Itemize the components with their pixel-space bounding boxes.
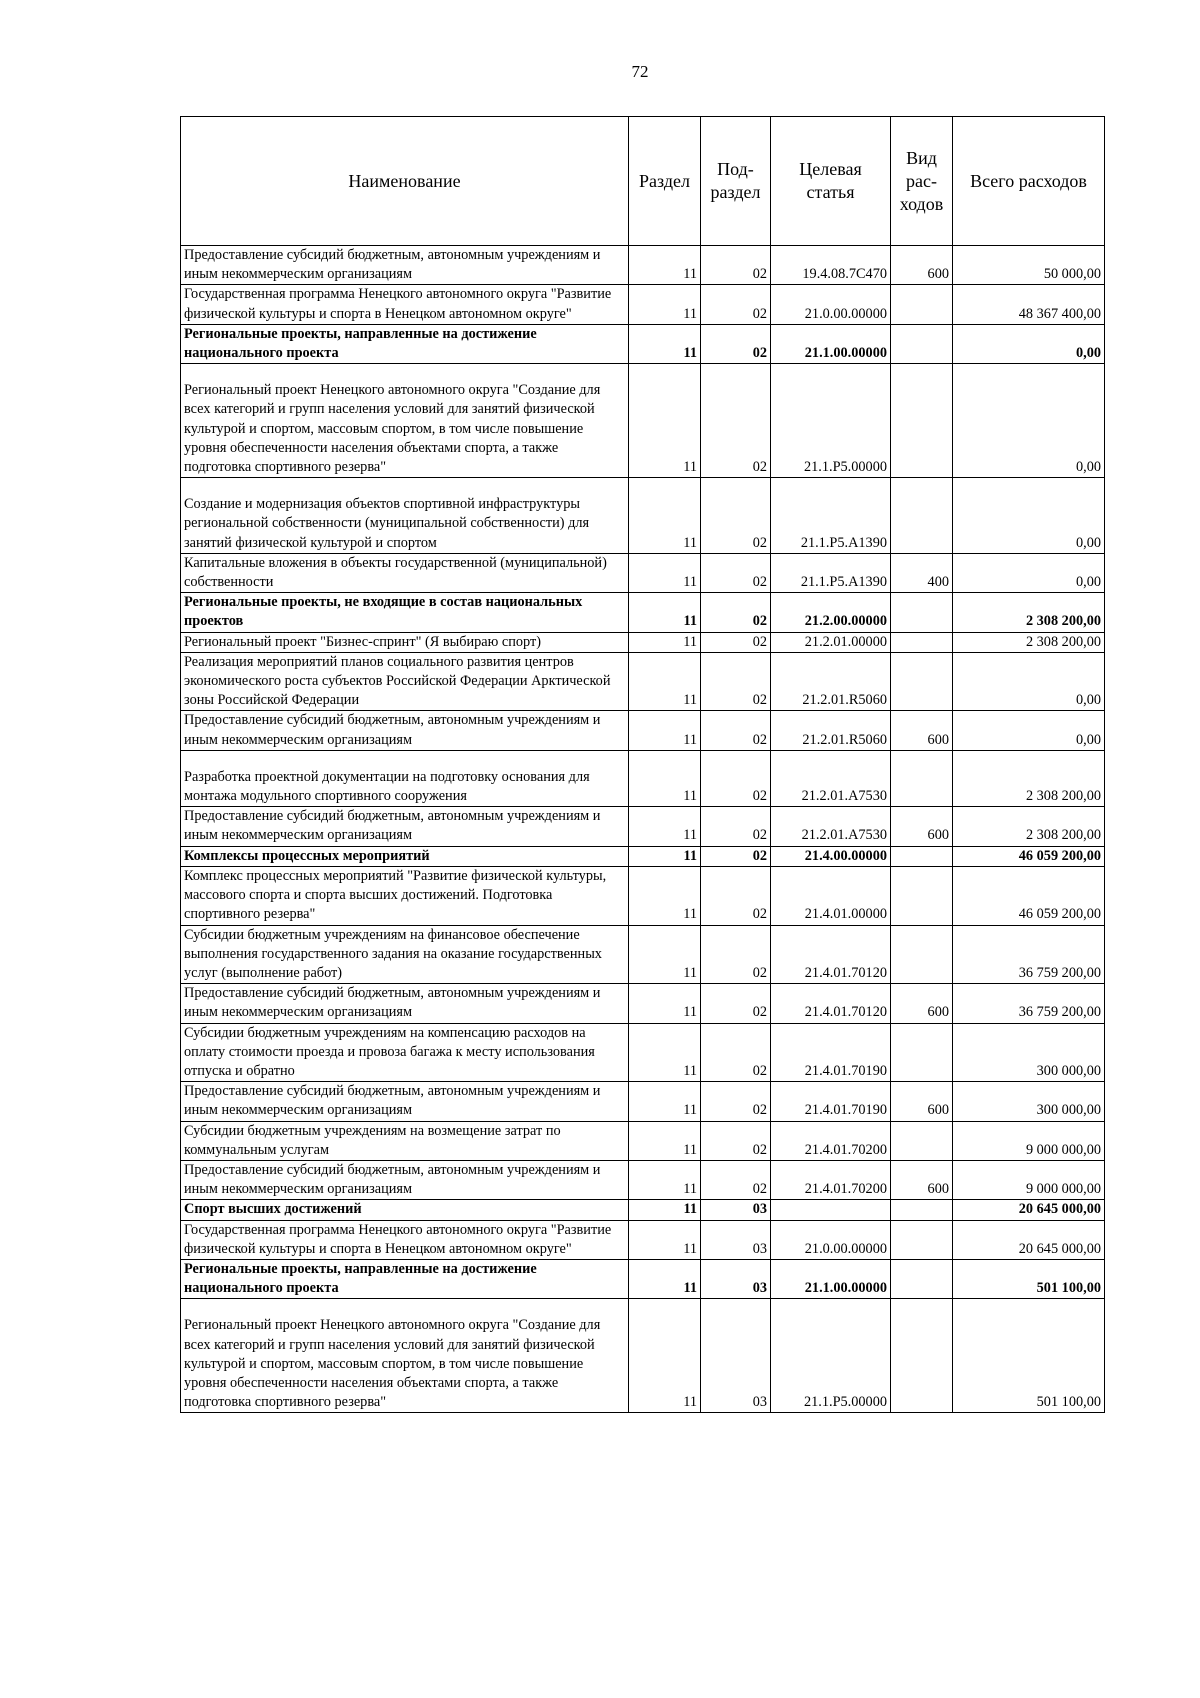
row-kind <box>891 478 953 554</box>
row-subsection: 02 <box>701 925 771 984</box>
row-subsection: 03 <box>701 1200 771 1220</box>
row-subsection: 03 <box>701 1259 771 1298</box>
row-name: Реализация мероприятий планов социального развития центров экономического роста субъектов Российской Федерации Арктической зоны Российской Федерации <box>181 652 629 711</box>
table-row <box>181 1220 1105 1259</box>
header-total: Всего расходов <box>953 117 1105 246</box>
row-target: 21.4.01.00000 <box>771 866 891 925</box>
row-total: 300 000,00 <box>953 1082 1105 1121</box>
row-subsection: 02 <box>701 984 771 1023</box>
row-section: 11 <box>629 711 701 750</box>
row-target: 21.2.01.R5060 <box>771 652 891 711</box>
row-total: 501 100,00 <box>953 1259 1105 1298</box>
row-kind <box>891 1023 953 1082</box>
table-row <box>181 324 1105 363</box>
table-row <box>181 1121 1105 1160</box>
header-kind: Вид рас-ходов <box>891 117 953 246</box>
row-name: Предоставление субсидий бюджетным, автономным учреждениям и иным некоммерческим организациям <box>181 246 629 285</box>
row-section: 11 <box>629 1220 701 1259</box>
row-kind: 600 <box>891 807 953 846</box>
row-kind <box>891 324 953 363</box>
row-name: Региональные проекты, не входящие в состав национальных проектов <box>181 593 629 632</box>
row-name: Субсидии бюджетным учреждениям на финансовое обеспечение выполнения государственного задания на оказание государственных услуг (выполнение работ) <box>181 925 629 984</box>
row-section: 11 <box>629 846 701 866</box>
row-total: 0,00 <box>953 711 1105 750</box>
row-section: 11 <box>629 866 701 925</box>
row-section: 11 <box>629 478 701 554</box>
row-kind <box>891 632 953 652</box>
table-row <box>181 246 1105 285</box>
row-subsection: 02 <box>701 324 771 363</box>
row-subsection: 02 <box>701 652 771 711</box>
row-name: Предоставление субсидий бюджетным, автономным учреждениям и иным некоммерческим организациям <box>181 1082 629 1121</box>
row-subsection: 02 <box>701 807 771 846</box>
row-total: 0,00 <box>953 478 1105 554</box>
row-subsection: 02 <box>701 553 771 592</box>
row-subsection: 02 <box>701 711 771 750</box>
budget-table <box>180 116 1105 1413</box>
row-total: 50 000,00 <box>953 246 1105 285</box>
row-kind: 400 <box>891 553 953 592</box>
row-target: 21.2.01.А7530 <box>771 750 891 806</box>
table-header-row <box>181 117 1105 246</box>
table-row <box>181 750 1105 806</box>
row-subsection: 02 <box>701 1121 771 1160</box>
row-section: 11 <box>629 593 701 632</box>
table-body <box>181 246 1105 1413</box>
row-target: 21.1.Р5.00000 <box>771 364 891 478</box>
row-target: 21.4.01.70190 <box>771 1082 891 1121</box>
row-section: 11 <box>629 1299 701 1413</box>
row-subsection: 02 <box>701 750 771 806</box>
header-name: Наименование <box>181 117 629 246</box>
table-row <box>181 478 1105 554</box>
row-kind <box>891 285 953 324</box>
row-kind <box>891 750 953 806</box>
row-section: 11 <box>629 285 701 324</box>
row-section: 11 <box>629 246 701 285</box>
table-row <box>181 1023 1105 1082</box>
table-row <box>181 984 1105 1023</box>
row-name: Государственная программа Ненецкого автономного округа "Развитие физической культуры и спорта в Ненецком автономном округе" <box>181 285 629 324</box>
row-name: Предоставление субсидий бюджетным, автономным учреждениям и иным некоммерческим организациям <box>181 711 629 750</box>
row-target: 21.2.01.А7530 <box>771 807 891 846</box>
row-target: 21.4.01.70190 <box>771 1023 891 1082</box>
row-total: 2 308 200,00 <box>953 750 1105 806</box>
header-section: Раздел <box>629 117 701 246</box>
row-kind: 600 <box>891 246 953 285</box>
row-total: 300 000,00 <box>953 1023 1105 1082</box>
row-name: Создание и модернизация объектов спортивной инфраструктуры региональной собственности (муниципальной собственности) для занятий физической культурой и спортом <box>181 478 629 554</box>
table-row <box>181 1299 1105 1413</box>
row-kind: 600 <box>891 711 953 750</box>
row-total: 9 000 000,00 <box>953 1160 1105 1199</box>
row-section: 11 <box>629 984 701 1023</box>
row-subsection: 02 <box>701 846 771 866</box>
row-subsection: 02 <box>701 1023 771 1082</box>
row-total: 0,00 <box>953 364 1105 478</box>
row-target: 21.4.01.70120 <box>771 925 891 984</box>
row-total: 46 059 200,00 <box>953 866 1105 925</box>
table-row <box>181 807 1105 846</box>
row-name: Региональный проект Ненецкого автономного округа "Создание для всех категорий и групп населения условий для занятий физической культурой и спортом, массовым спортом, в том числе повышение уровня обеспеченности населения объектами спорта, а также подготовка спортивного резерва" <box>181 364 629 478</box>
row-section: 11 <box>629 632 701 652</box>
row-subsection: 02 <box>701 1160 771 1199</box>
row-section: 11 <box>629 807 701 846</box>
table-row <box>181 285 1105 324</box>
row-name: Разработка проектной документации на подготовку основания для монтажа модульного спортивного сооружения <box>181 750 629 806</box>
row-name: Региональные проекты, направленные на достижение национального проекта <box>181 1259 629 1298</box>
row-kind <box>891 593 953 632</box>
row-name: Предоставление субсидий бюджетным, автономным учреждениям и иным некоммерческим организациям <box>181 807 629 846</box>
row-name: Спорт высших достижений <box>181 1200 629 1220</box>
row-name: Предоставление субсидий бюджетным, автономным учреждениям и иным некоммерческим организациям <box>181 984 629 1023</box>
row-target: 21.0.00.00000 <box>771 1220 891 1259</box>
row-total: 20 645 000,00 <box>953 1200 1105 1220</box>
row-target: 21.1.00.00000 <box>771 324 891 363</box>
row-name: Государственная программа Ненецкого автономного округа "Развитие физической культуры и спорта в Ненецком автономном округе" <box>181 1220 629 1259</box>
row-subsection: 03 <box>701 1220 771 1259</box>
row-subsection: 02 <box>701 478 771 554</box>
row-section: 11 <box>629 652 701 711</box>
row-target: 21.4.01.70200 <box>771 1160 891 1199</box>
row-target: 21.2.00.00000 <box>771 593 891 632</box>
row-name: Комплексы процессных мероприятий <box>181 846 629 866</box>
row-kind <box>891 1200 953 1220</box>
row-total: 36 759 200,00 <box>953 984 1105 1023</box>
row-total: 20 645 000,00 <box>953 1220 1105 1259</box>
row-target: 21.1.Р5.А1390 <box>771 553 891 592</box>
row-target: 21.0.00.00000 <box>771 285 891 324</box>
row-target: 21.1.Р5.А1390 <box>771 478 891 554</box>
row-kind <box>891 846 953 866</box>
row-target: 21.1.00.00000 <box>771 1259 891 1298</box>
table-row <box>181 925 1105 984</box>
row-section: 11 <box>629 1082 701 1121</box>
row-name: Региональные проекты, направленные на достижение национального проекта <box>181 324 629 363</box>
row-total: 0,00 <box>953 553 1105 592</box>
row-total: 36 759 200,00 <box>953 925 1105 984</box>
row-total: 501 100,00 <box>953 1299 1105 1413</box>
table-row <box>181 553 1105 592</box>
row-total: 2 308 200,00 <box>953 807 1105 846</box>
table-row <box>181 632 1105 652</box>
row-target <box>771 1200 891 1220</box>
header-subsection: Под-раздел <box>701 117 771 246</box>
row-subsection: 03 <box>701 1299 771 1413</box>
row-section: 11 <box>629 324 701 363</box>
row-section: 11 <box>629 1023 701 1082</box>
table-row <box>181 846 1105 866</box>
table-row <box>181 1082 1105 1121</box>
row-section: 11 <box>629 364 701 478</box>
row-total: 46 059 200,00 <box>953 846 1105 866</box>
table-row <box>181 866 1105 925</box>
row-kind <box>891 1121 953 1160</box>
row-kind: 600 <box>891 1160 953 1199</box>
row-section: 11 <box>629 1160 701 1199</box>
row-name: Комплекс процессных мероприятий "Развитие физической культуры, массового спорта и спорта высших достижений. Подготовка спортивного резерва" <box>181 866 629 925</box>
row-target: 21.4.01.70120 <box>771 984 891 1023</box>
row-section: 11 <box>629 1121 701 1160</box>
row-target: 21.2.01.00000 <box>771 632 891 652</box>
table-row <box>181 593 1105 632</box>
table-row <box>181 1160 1105 1199</box>
row-subsection: 02 <box>701 364 771 478</box>
table-row <box>181 1259 1105 1298</box>
row-name: Субсидии бюджетным учреждениям на возмещение затрат по коммунальным услугам <box>181 1121 629 1160</box>
row-name: Капитальные вложения в объекты государственной (муниципальной) собственности <box>181 553 629 592</box>
row-kind <box>891 1259 953 1298</box>
row-subsection: 02 <box>701 246 771 285</box>
row-section: 11 <box>629 1259 701 1298</box>
row-name: Региональный проект "Бизнес-спринт" (Я выбираю спорт) <box>181 632 629 652</box>
row-section: 11 <box>629 1200 701 1220</box>
row-kind <box>891 866 953 925</box>
row-name: Предоставление субсидий бюджетным, автономным учреждениям и иным некоммерческим организациям <box>181 1160 629 1199</box>
row-total: 9 000 000,00 <box>953 1121 1105 1160</box>
row-target: 21.1.Р5.00000 <box>771 1299 891 1413</box>
row-section: 11 <box>629 925 701 984</box>
row-kind <box>891 1220 953 1259</box>
row-target: 21.4.01.70200 <box>771 1121 891 1160</box>
row-name: Субсидии бюджетным учреждениям на компенсацию расходов на оплату стоимости проезда и провоза багажа к месту использования отпуска и обратно <box>181 1023 629 1082</box>
row-section: 11 <box>629 750 701 806</box>
row-kind <box>891 1299 953 1413</box>
row-subsection: 02 <box>701 285 771 324</box>
row-kind <box>891 364 953 478</box>
row-section: 11 <box>629 553 701 592</box>
table-row <box>181 364 1105 478</box>
row-total: 2 308 200,00 <box>953 632 1105 652</box>
row-total: 2 308 200,00 <box>953 593 1105 632</box>
row-name: Региональный проект Ненецкого автономного округа "Создание для всех категорий и групп населения условий для занятий физической культурой и спортом, массовым спортом, в том числе повышение уровня обеспеченности населения объектами спорта, а также подготовка спортивного резерва" <box>181 1299 629 1413</box>
row-total: 0,00 <box>953 652 1105 711</box>
row-kind: 600 <box>891 984 953 1023</box>
page-number: 72 <box>631 62 649 81</box>
row-target: 21.4.00.00000 <box>771 846 891 866</box>
row-kind <box>891 925 953 984</box>
row-target: 21.2.01.R5060 <box>771 711 891 750</box>
row-total: 48 367 400,00 <box>953 285 1105 324</box>
row-subsection: 02 <box>701 632 771 652</box>
row-subsection: 02 <box>701 593 771 632</box>
row-subsection: 02 <box>701 866 771 925</box>
table-row <box>181 711 1105 750</box>
row-kind <box>891 652 953 711</box>
row-total: 0,00 <box>953 324 1105 363</box>
table-row <box>181 652 1105 711</box>
row-subsection: 02 <box>701 1082 771 1121</box>
table-row <box>181 1200 1105 1220</box>
row-kind: 600 <box>891 1082 953 1121</box>
header-target: Целевая статья <box>771 117 891 246</box>
row-target: 19.4.08.7С470 <box>771 246 891 285</box>
